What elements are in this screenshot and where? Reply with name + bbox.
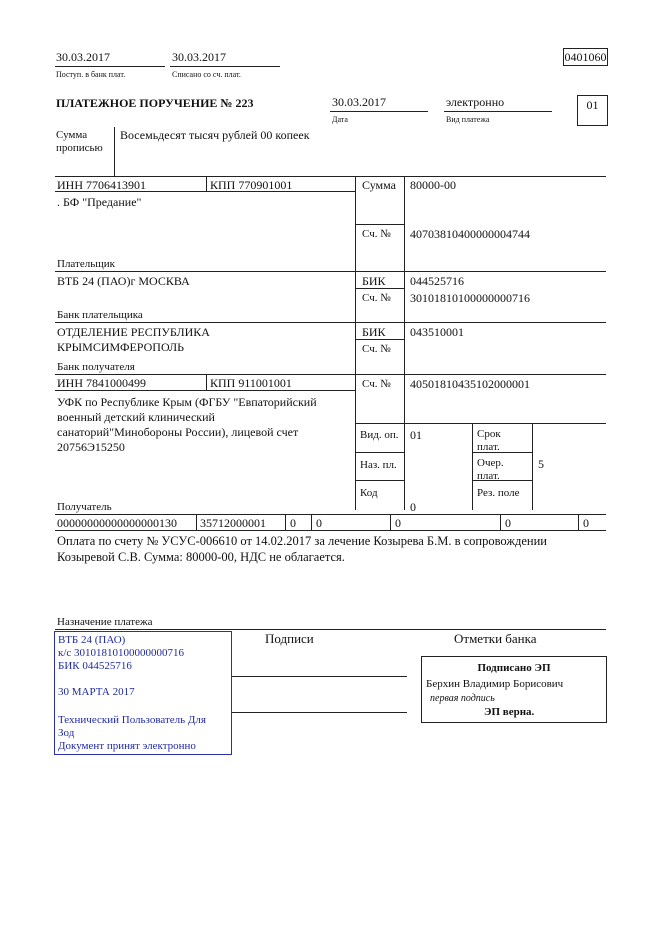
purpose-bottom-line	[55, 629, 606, 630]
priority-value: 5	[538, 457, 544, 471]
debited-date-label: Списано со сч. плат.	[172, 70, 241, 79]
payer-account-label: Сч. №	[362, 228, 391, 240]
tax-field-5: 0	[583, 516, 589, 530]
amount-words-text: Восемьдесят тысяч рублей 00 копеек	[120, 128, 310, 142]
op-type-bottom-line	[355, 452, 404, 453]
amount-words-divider	[114, 127, 115, 176]
payer-inn: ИНН 7706413901	[57, 178, 146, 192]
payer-bank-bik: 044525716	[410, 274, 464, 288]
due-label-1: Срок	[477, 428, 501, 440]
recipient-bank-bik: 043510001	[410, 325, 464, 339]
amount-words-label-1: Сумма	[56, 129, 88, 141]
bank-stamp-note-1: Технический Пользователь Для	[58, 714, 206, 726]
recipient-label: Получатель	[57, 501, 112, 513]
payer-amount: 80000-00	[410, 178, 456, 192]
ep-stamp-verified: ЭП верна.	[484, 706, 535, 718]
payer-bank-label: Банк плательщика	[57, 309, 143, 321]
bank-stamp-line-3: БИК 044525716	[58, 660, 132, 672]
payer-bank-bik-label: БИК	[362, 274, 386, 288]
order-date-underline	[330, 111, 428, 112]
payer-label: Плательщик	[57, 258, 115, 270]
debited-date-underline	[170, 66, 280, 67]
form-code-box: 0401060	[564, 50, 607, 64]
table-top-line	[55, 176, 606, 177]
recipient-inn-kpp-divider	[206, 374, 207, 390]
bank-stamp-date: 30 МАРТА 2017	[58, 686, 135, 698]
signature-line-1	[232, 676, 407, 677]
payment-type: электронно	[446, 95, 505, 109]
tax-divider-4	[390, 514, 391, 530]
tax-field-2: 0	[316, 516, 322, 530]
tax-field-4: 0	[505, 516, 511, 530]
status-code-box: 01	[577, 95, 608, 126]
value-column-line	[404, 176, 405, 510]
tax-kbk: 00000000000000000130	[57, 516, 177, 530]
recipient-bank-name-1: ОТДЕЛЕНИЕ РЕСПУБЛИКА	[57, 325, 210, 339]
payer-account: 40703810400000004744	[410, 227, 530, 241]
document-title: ПЛАТЕЖНОЕ ПОРУЧЕНИЕ № 223	[56, 96, 254, 110]
received-date: 30.03.2017	[56, 50, 110, 64]
purpose-code-label: Наз. пл.	[360, 459, 397, 471]
bank-stamp-note-3: Документ принят электронно	[58, 740, 196, 752]
recipient-name-line-1: УФК по Республике Крым (ФГБУ "Евпаторийский	[57, 395, 317, 409]
recipient-bank-bik-line	[355, 339, 404, 340]
recipient-bank-bik-label: БИК	[362, 325, 386, 339]
tax-divider-6	[578, 514, 579, 530]
payment-type-label: Вид платежа	[446, 115, 490, 124]
recipient-kpp: КПП 911001001	[210, 376, 292, 390]
tax-divider-3	[311, 514, 312, 530]
due-label-2: плат.	[477, 441, 500, 453]
payer-bank-account-label: Сч. №	[362, 292, 391, 304]
received-date-underline	[55, 66, 165, 67]
op-type: 01	[410, 428, 422, 442]
bank-marks-label: Отметки банка	[454, 631, 537, 646]
recipient-bank-label: Банк получателя	[57, 361, 135, 373]
payment-type-underline	[444, 111, 552, 112]
ep-stamp-title: Подписано ЭП	[477, 662, 551, 674]
recipient-name-line-4: 20756Э15250	[57, 440, 125, 454]
bank-stamp-line-2: к/с 30101810100000000716	[58, 647, 185, 659]
tax-row-bottom-line	[55, 530, 606, 531]
code-value: 0	[410, 500, 416, 514]
recipient-name-line-2: военный детский клинический	[57, 410, 215, 424]
middle-column-line	[355, 176, 356, 510]
debited-date: 30.03.2017	[172, 50, 226, 64]
signatures-label: Подписи	[265, 631, 314, 646]
payer-name: . БФ "Предание"	[57, 195, 142, 209]
recipient-inn: ИНН 7841000499	[57, 376, 146, 390]
code-label: Код	[360, 487, 378, 499]
payer-inn-kpp-divider	[206, 176, 207, 191]
recipient-name-line-3: санаторий"Минобороны России), лицевой счет	[57, 425, 299, 439]
payer-bottom-line	[55, 271, 606, 272]
purpose-code-bottom-line	[355, 480, 404, 481]
payer-bank-bik-line	[355, 288, 404, 289]
payer-amount-label: Сумма	[362, 178, 396, 192]
codes-divider-2	[532, 423, 533, 510]
tax-divider-5	[500, 514, 501, 530]
ep-stamp-first-signature: первая подпись	[430, 693, 495, 704]
priority-label-2: плат.	[477, 470, 500, 482]
recipient-codes-top-line	[355, 423, 606, 424]
purpose-line-1: Оплата по счету № УСУС-006610 от 14.02.2017 за лечение Козырева Б.М. в сопровождении	[57, 534, 547, 548]
payer-amount-account-line	[355, 224, 404, 225]
op-type-label: Вид. оп.	[360, 429, 399, 441]
tax-divider-1	[196, 514, 197, 530]
order-date: 30.03.2017	[332, 95, 386, 109]
ep-stamp	[421, 656, 607, 723]
signature-line-2	[232, 712, 407, 713]
tax-row-top-line	[55, 514, 606, 515]
recipient-inn-row-line	[55, 390, 355, 391]
recipient-account: 40501810435102000001	[410, 377, 530, 391]
payer-bank-name: ВТБ 24 (ПАО)г МОСКВА	[57, 274, 190, 288]
recipient-bank-bottom-line	[55, 374, 606, 375]
tax-oktmo: 35712000001	[200, 516, 266, 530]
ep-stamp-signer: Берхин Владимир Борисович	[426, 678, 564, 690]
payer-bank-bottom-line	[55, 322, 606, 323]
tax-divider-2	[285, 514, 286, 530]
tax-field-1: 0	[290, 516, 296, 530]
received-date-label: Поступ. в банк плат.	[56, 70, 126, 79]
bank-stamp-line-1: ВТБ 24 (ПАО)	[58, 634, 126, 646]
recipient-bank-account-label: Сч. №	[362, 343, 391, 355]
codes-divider-1	[472, 423, 473, 510]
reserve-label: Рез. поле	[477, 487, 520, 499]
payer-kpp: КПП 770901001	[210, 178, 293, 192]
priority-label-1: Очер.	[477, 457, 504, 469]
payer-bank-account: 30101810100000000716	[410, 291, 530, 305]
recipient-bank-name-2: КРЫМСИМФЕРОПОЛЬ	[57, 340, 185, 354]
order-date-label: Дата	[332, 115, 348, 124]
bank-stamp-note-2: Зод	[58, 727, 75, 739]
purpose-line-2: Козыревой С.В. Сумма: 80000-00, НДС не облагается.	[57, 550, 345, 564]
amount-words-label-2: прописью	[56, 142, 103, 154]
tax-field-3: 0	[395, 516, 401, 530]
bank-stamp	[54, 631, 232, 755]
recipient-account-label: Сч. №	[362, 378, 391, 390]
purpose-label: Назначение платежа	[57, 616, 153, 628]
